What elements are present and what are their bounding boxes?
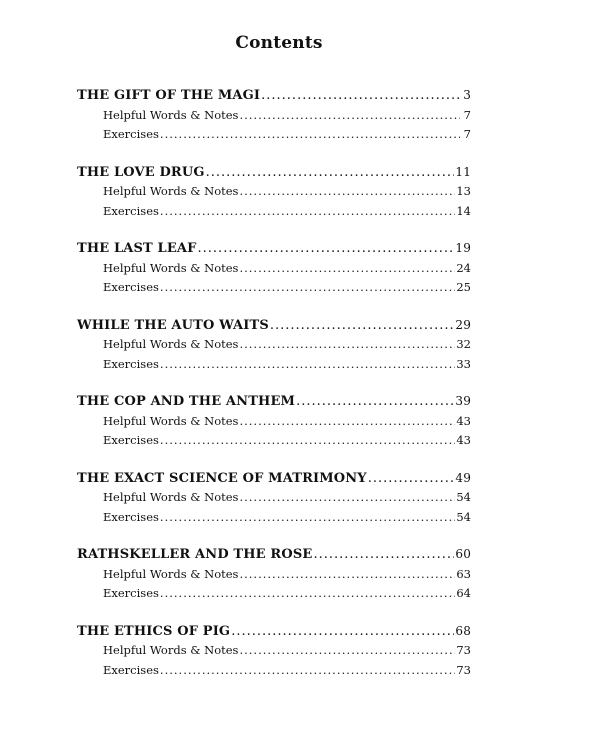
page-number: 63: [456, 566, 471, 581]
toc-subentry-label: Helpful Words & Notes: [103, 337, 239, 351]
page-number: 3: [463, 88, 471, 102]
page-number: 49: [455, 470, 471, 485]
table-of-contents: [77, 86, 471, 698]
toc-subentry: [77, 182, 471, 202]
dot-leader: [160, 355, 455, 375]
toc-subentry-label: Exercises: [103, 509, 159, 524]
dot-leader: [239, 641, 455, 661]
toc-subentry: [77, 431, 471, 451]
page-number: 13: [456, 184, 471, 198]
toc-subentry-label: Exercises: [103, 433, 159, 447]
toc-entry: [77, 622, 471, 642]
toc-entry-title: THE GIFT OF THE MAGI: [77, 88, 261, 103]
toc-entry: [77, 163, 471, 183]
page-number: 32: [456, 337, 471, 351]
toc-subentry: [77, 508, 471, 528]
page-number: 73: [456, 662, 471, 677]
page-number: 29: [455, 317, 471, 332]
toc-subentry-label: Helpful Words & Notes: [103, 490, 239, 504]
page-number: 68: [455, 623, 471, 638]
toc-subentry: [77, 641, 471, 661]
toc-section: [77, 316, 471, 375]
page-number: 60: [455, 547, 471, 561]
toc-section: [77, 86, 471, 145]
toc-subentry-label: Helpful Words & Notes: [103, 107, 239, 122]
dot-leader: [160, 508, 455, 528]
dot-leader: [239, 106, 460, 126]
toc-subentry: [77, 584, 471, 604]
page-number: 11: [455, 164, 471, 179]
toc-subentry: [77, 412, 471, 432]
toc-entry: [77, 545, 471, 565]
dot-leader: [239, 412, 455, 432]
page-number: 25: [456, 280, 471, 294]
page-number: 54: [456, 509, 471, 524]
page-number: 7: [463, 127, 471, 141]
toc-subentry: [77, 565, 471, 585]
page-number: 24: [456, 260, 471, 275]
toc-subentry-label: Exercises: [103, 356, 159, 371]
page-number: 43: [456, 433, 471, 447]
toc-entry: [77, 239, 471, 259]
dot-leader: [239, 259, 455, 279]
dot-leader: [261, 86, 460, 106]
toc-subentry-label: Helpful Words & Notes: [103, 413, 239, 428]
toc-subentry-label: Helpful Words & Notes: [103, 566, 239, 581]
dot-leader: [239, 182, 455, 202]
page-number: 7: [463, 107, 471, 122]
dot-leader: [239, 335, 455, 355]
dot-leader: [160, 661, 455, 681]
page-number: 14: [456, 203, 471, 218]
toc-section: [77, 392, 471, 451]
page-number: 64: [456, 586, 471, 600]
dot-leader: [160, 584, 455, 604]
toc-entry: [77, 86, 471, 106]
toc-section: [77, 622, 471, 681]
page-title: Contents: [235, 33, 323, 53]
page-number: 19: [455, 241, 471, 255]
toc-entry: [77, 316, 471, 336]
toc-subentry-label: Exercises: [103, 203, 159, 218]
toc-subentry: [77, 355, 471, 375]
toc-entry-title: THE COP AND THE ANTHEM: [77, 394, 296, 409]
toc-section: [77, 239, 471, 298]
toc-subentry-label: Exercises: [103, 662, 159, 677]
toc-entry-title: THE LOVE DRUG: [77, 164, 205, 180]
toc-section: [77, 469, 471, 528]
toc-subentry: [77, 278, 471, 298]
toc-entry-title: RATHSKELLER AND THE ROSE: [77, 547, 313, 562]
toc-subentry: [77, 202, 471, 222]
toc-subentry: [77, 125, 471, 145]
toc-subentry: [77, 106, 471, 126]
toc-subentry-label: Exercises: [103, 280, 159, 294]
dot-leader: [160, 202, 455, 222]
dot-leader: [231, 622, 454, 642]
toc-section: [77, 545, 471, 604]
toc-subentry: [77, 661, 471, 681]
toc-entry: [77, 469, 471, 489]
toc-section: [77, 163, 471, 222]
toc-subentry: [77, 259, 471, 279]
toc-subentry: [77, 335, 471, 355]
toc-entry: [77, 392, 471, 412]
page-number: 33: [456, 356, 471, 371]
toc-subentry-label: Exercises: [103, 127, 159, 141]
page-number: 39: [455, 394, 471, 408]
toc-subentry-label: Helpful Words & Notes: [103, 643, 239, 657]
page-number: 73: [456, 643, 471, 657]
toc-subentry-label: Exercises: [103, 586, 159, 600]
toc-subentry: [77, 488, 471, 508]
page-number: 43: [456, 413, 471, 428]
toc-subentry-label: Helpful Words & Notes: [103, 260, 239, 275]
dot-leader: [368, 469, 455, 489]
dot-leader: [160, 431, 455, 451]
toc-subentry-label: Helpful Words & Notes: [103, 184, 239, 198]
toc-entry-title: THE LAST LEAF: [77, 241, 197, 256]
dot-leader: [160, 125, 460, 145]
toc-entry-title: WHILE THE AUTO WAITS: [77, 317, 269, 333]
dot-leader: [160, 278, 455, 298]
dot-leader: [270, 316, 455, 336]
dot-leader: [239, 488, 455, 508]
page-number: 54: [456, 490, 471, 504]
dot-leader: [313, 545, 454, 565]
dot-leader: [198, 239, 455, 259]
dot-leader: [206, 163, 455, 183]
dot-leader: [239, 565, 455, 585]
toc-entry-title: THE ETHICS OF PIG: [77, 623, 231, 639]
toc-entry-title: THE EXACT SCIENCE OF MATRIMONY: [77, 470, 367, 486]
dot-leader: [296, 392, 454, 412]
